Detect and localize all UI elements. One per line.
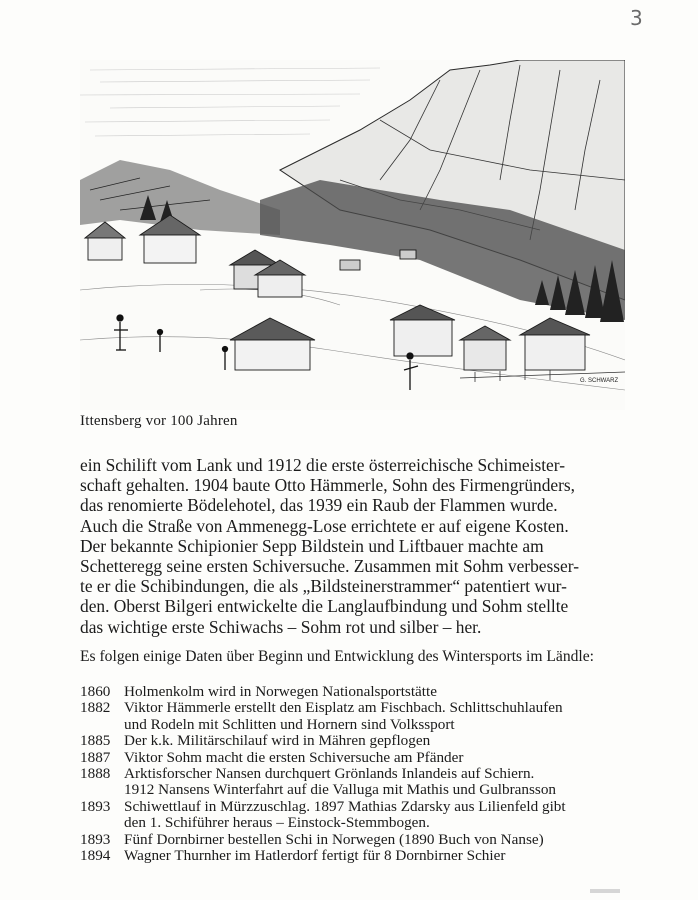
winter-village-illustration [80,60,625,410]
wintersport-timeline [80,684,640,864]
timeline-entry [80,799,640,832]
timeline-text [124,799,640,832]
illustration-drawing [80,60,625,410]
body-line: Der bekannte Schipionier Sepp Bildstein und Liftbauer machte am [80,535,544,556]
timeline-text-line: den 1. Schiführer heraus – Einstock-Stemmbogen. [124,814,430,832]
timeline-text-line: Der k.k. Militärschilauf wird in Mähren gepflogen [124,732,431,750]
timeline-entry [80,700,640,733]
timeline-text-line: Arktisforscher Nansen durchquert Grönlands Inlandeis auf Schiern. [124,765,535,783]
body-line: te er die Schibindungen, die als „Bildsteinerstrammer“ patentiert wur- [80,576,567,597]
body-line: das wichtige erste Schiwachs – Sohm rot und silber – her. [80,616,482,637]
body-line: schaft gehalten. 1904 baute Otto Hämmerle, Sohn des Firmengründers, [80,475,576,496]
timeline-entry [80,832,640,848]
timeline-text [124,700,640,733]
timeline-text-line: Wagner Thurnher im Hatlerdorf fertigt für 8 Dornbirner Schier [124,847,506,865]
cut-off-footer-mark [590,889,620,893]
timeline-year: 1860 [80,683,111,700]
body-line: Auch die Straße von Ammenegg-Lose errichtete er auf eigene Kosten. [80,515,569,536]
timeline-text-line: Fünf Dornbirner bestellen Schi in Norwegen (1890 Buch von Nanse) [124,830,544,848]
timeline-text [124,733,640,749]
illustration-signature: G. SCHWARZ [580,378,619,384]
timeline-year: 1893 [80,830,111,848]
body-line: ein Schilift vom Lank und 1912 die erste österreichische Schimeister- [80,455,566,475]
timeline-entry [80,733,640,749]
timeline-year: 1888 [80,765,111,783]
timeline-text-line: und Rodeln mit Schlitten und Hornern sind Volkssport [124,715,455,733]
timeline-intro: Es folgen einige Daten über Beginn und Entwicklung des Wintersports im Ländle: [80,648,594,665]
timeline-year: 1882 [80,699,111,717]
timeline-year: 1894 [80,847,111,865]
handwritten-page-number: 3 [630,6,643,30]
timeline-entry [80,684,640,700]
timeline-text-line: 1912 Nansens Winterfahrt auf die Valluga mit Mathis und Gulbransson [124,781,557,799]
timeline-entry [80,750,640,766]
timeline-text [124,832,640,848]
image-caption: Ittensberg vor 100 Jahren [80,413,238,429]
timeline-text-line: Viktor Sohm macht die ersten Schiversuche am Pfänder [124,748,464,766]
timeline-year: 1887 [80,748,111,766]
timeline-text-line: Schiwettlauf in Mürzzuschlag. 1897 Mathias Zdarsky aus Lilienfeld gibt [124,797,566,815]
timeline-text [124,750,640,766]
body-paragraph [80,455,625,637]
timeline-text [124,848,640,864]
timeline-text [124,684,640,700]
timeline-year: 1885 [80,732,111,750]
timeline-entry [80,848,640,864]
timeline-year: 1893 [80,797,111,815]
timeline-text-line: Viktor Hämmerle erstellt den Eisplatz am Fischbach. Schlittschuhlaufen [124,699,563,717]
body-line: den. Oberst Bilgeri entwickelte die Langlaufbindung und Sohm stellte [80,596,569,617]
timeline-entry [80,766,640,799]
body-line: das renomierte Bödelehotel, das 1939 ein Raub der Flammen wurde. [80,495,558,516]
timeline-text [124,766,640,799]
timeline-text-line: Holmenkolm wird in Norwegen Nationalsportstätte [124,683,437,700]
body-line: Schetteregg seine ersten Schiversuche. Zusammen mit Sohm verbesser- [80,556,580,577]
